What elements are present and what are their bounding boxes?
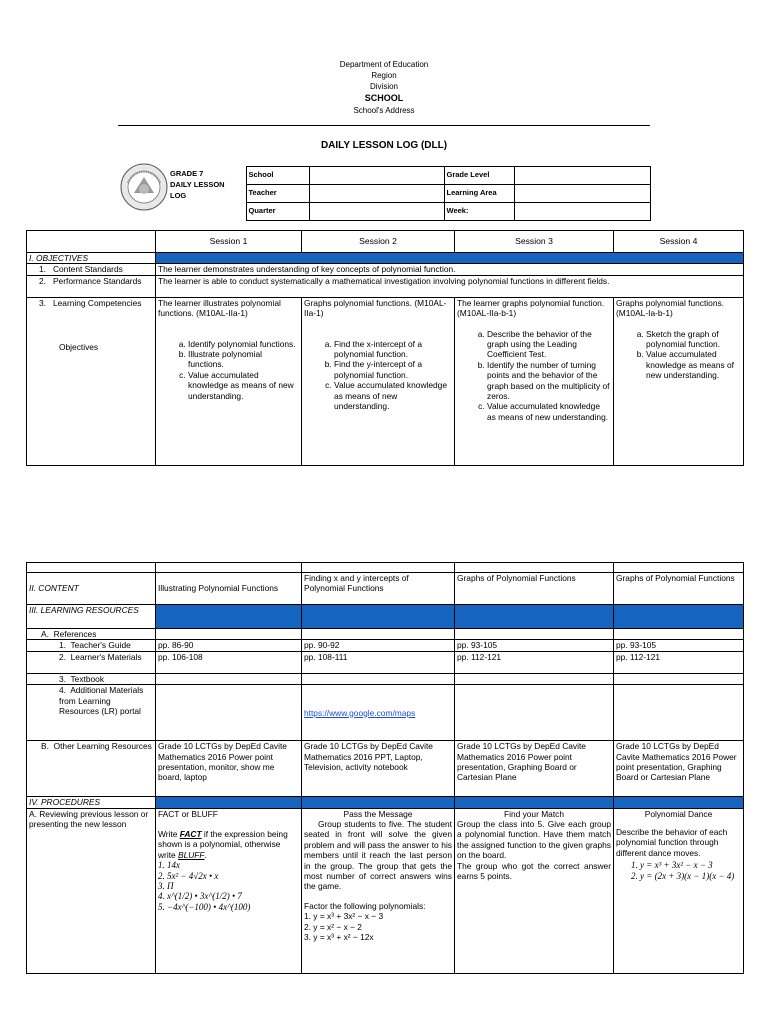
blue-band bbox=[302, 605, 455, 629]
performance-label: 2. Performance Standards bbox=[27, 275, 156, 297]
school-name: SCHOOL bbox=[364, 93, 404, 103]
content-standards-label: 1. Content Standards bbox=[27, 264, 156, 275]
content-s4: Graphs of Polynomial Functions bbox=[614, 573, 744, 605]
list-item: a. Describe the behavior of the graph using the Leading Coefficient Test. bbox=[487, 329, 611, 360]
lm-s2: pp. 108-111 bbox=[302, 651, 455, 673]
blue-band bbox=[302, 797, 455, 808]
objectives-heading: I. OBJECTIVES bbox=[27, 253, 156, 264]
content-s1: Illustrating Polynomial Functions bbox=[156, 573, 302, 605]
tg-s4: pp. 93-105 bbox=[614, 640, 744, 651]
learners-materials-label: 2. Learner's Materials bbox=[27, 651, 156, 673]
s2-competency: Graphs polynomial functions. (M10AL-IIa-1) a. Find the x-intercept of a polynomial function. b. Find the y-intercept of a polynomial function. c. Value accumulated knowledge as means of new understanding. bbox=[302, 297, 455, 465]
other-s2: Grade 10 LCTGs by DepEd Cavite Mathematics 2016 PPT, Laptop, Television, activity notebook bbox=[302, 741, 455, 797]
division: Division bbox=[369, 82, 398, 91]
learning-area-field[interactable] bbox=[514, 185, 650, 203]
performance-text: The learner is able to conduct systematically a mathematical investigation involving polynomial functions in different fields. bbox=[156, 275, 744, 297]
list-item: a. Identify polynomial functions. bbox=[188, 339, 299, 349]
list-item: b. Value accumulated knowledge as means of new understanding. bbox=[646, 349, 741, 380]
session-4-header: Session 4 bbox=[614, 231, 744, 253]
list-item: 1. 14x bbox=[158, 860, 180, 871]
tg-s2: pp. 90-92 bbox=[302, 640, 455, 651]
list-item: 1. y = x³ + 3x² − x − 3 bbox=[640, 860, 741, 870]
procedure-a-label: A. Reviewing previous lesson or presenting the new lesson bbox=[27, 808, 156, 973]
other-resources-label: B. Other Learning Resources bbox=[27, 741, 156, 797]
procedure-s4: Polynomial Dance Describe the behavior of each polynomial function through different dance moves. 1. y = x³ + 3x² − x − 3 2. y = (2x + 3)(x − 1)(x − 4) bbox=[614, 808, 744, 973]
content-heading: II. CONTENT bbox=[27, 573, 156, 605]
blue-band bbox=[156, 797, 302, 808]
other-s1: Grade 10 LCTGs by DepEd Cavite Mathematics 2016 Power point presentation, monitor, show me board, laptop bbox=[156, 741, 302, 797]
info-table bbox=[168, 166, 651, 221]
list-item: c. Value accumulated knowledge as means of new understanding. bbox=[188, 370, 299, 401]
school-label: School bbox=[246, 167, 309, 185]
other-s4: Grade 10 LCTGs by DepEd Cavite Mathematics 2016 Power point presentation, Graphing Board or Cartesian Plane bbox=[614, 741, 744, 797]
s1-competency: The learner illustrates polynomial functions. (M10AL-IIa-1) a. Identify polynomial functions. b. Illustrate polynomial functions. c. Value accumulated knowledge as means of new understanding. bbox=[156, 297, 302, 465]
list-item: a. Find the x-intercept of a polynomial function. bbox=[334, 339, 452, 360]
divider bbox=[118, 125, 650, 126]
procedures-heading: IV. PROCEDURES bbox=[27, 797, 156, 808]
list-item: 4. x^(1/2) • 3x^(1/2) • 7 bbox=[158, 891, 242, 902]
content-table bbox=[26, 562, 744, 974]
grade-level-label: Grade Level bbox=[444, 167, 514, 185]
list-item: 3. Π bbox=[158, 881, 174, 892]
quarter-label: Quarter bbox=[246, 203, 309, 221]
blue-band bbox=[156, 605, 302, 629]
list-item: 1. y = x³ + 3x² − x − 3 bbox=[304, 911, 384, 922]
list-item: b. Identify the number of turning points and the behavior of the graph based on the multiplicity of zeros. bbox=[487, 360, 611, 402]
lm-s3: pp. 112-121 bbox=[455, 651, 614, 673]
blue-band bbox=[614, 797, 744, 808]
blue-band bbox=[455, 605, 614, 629]
additional-materials-label: 4. Additional Materials from Learning Resources (LR) portal bbox=[27, 685, 156, 741]
list-item: 2. y = (2x + 3)(x − 1)(x − 4) bbox=[640, 871, 741, 881]
teacher-label: Teacher bbox=[246, 185, 309, 203]
session-2-header: Session 2 bbox=[302, 231, 455, 253]
spacer-cell bbox=[27, 563, 156, 573]
week-label: Week: bbox=[444, 203, 514, 221]
procedure-s2: Pass the Message Group students to five. The student seated in front will solve the given problem and will pass the answer to his members until it reach the last person in the group. The group that gets the most number of correct answers wins the game. Factor the following polynomials: 1. y = x³ + 3x² − x − 3 2. y = x² − x − 2 3. y = x³ + x² − 12x bbox=[302, 808, 455, 973]
school-address: School's Address bbox=[353, 106, 415, 115]
department-name: Department of Education bbox=[339, 60, 429, 69]
page-title: DAILY LESSON LOG (DLL) bbox=[320, 140, 448, 151]
week-field[interactable] bbox=[514, 203, 650, 221]
deped-seal-icon bbox=[120, 163, 168, 211]
resources-heading: III. LEARNING RESOURCES bbox=[27, 605, 156, 629]
region: Region bbox=[371, 71, 397, 80]
s3-competency: The learner graphs polynomial function. (M10AL-IIa-b-1) a. Describe the behavior of the graph using the Leading Coefficient Test. b. Identify the number of turning points and the behavior of the graph based on the multiplicity of zeros. c. Value accumulated knowledge as means of new understanding. bbox=[455, 297, 614, 465]
competencies-label: 3. Learning Competencies Objectives bbox=[27, 297, 156, 465]
session-1-header: Session 1 bbox=[156, 231, 302, 253]
list-item: c. Value accumulated knowledge as means of new understanding. bbox=[334, 380, 452, 411]
list-item: b. Find the y-intercept of a polynomial function. bbox=[334, 359, 452, 380]
other-s3: Grade 10 LCTGs by DepEd Cavite Mathematics 2016 Power point presentation, Graphing Board or Cartesian Plane bbox=[455, 741, 614, 797]
teacher-field[interactable] bbox=[309, 185, 444, 203]
tg-s1: pp. 86-90 bbox=[156, 640, 302, 651]
lm-s4: pp. 112-121 bbox=[614, 651, 744, 673]
lr-portal-link[interactable]: https://www.google.com/maps bbox=[304, 707, 416, 718]
content-s2: Finding x and y intercepts of Polynomial Functions bbox=[302, 573, 455, 605]
procedure-s1: FACT or BLUFF Write FACT if the expression being shown is a polynomial, otherwise write BLUFF. 1. 14x 2. 5x² − 4√2x • x 3. Π 4. x^(1/2) • 3x^(1/2) • 7 5. −4x^(−100) • 4x^(100) bbox=[156, 808, 302, 973]
blue-band bbox=[455, 797, 614, 808]
grade-label: GRADE 7 DAILY LESSON LOG bbox=[170, 168, 225, 200]
list-item: c. Value accumulated knowledge as means of new understanding. bbox=[487, 401, 611, 422]
session-3-header: Session 3 bbox=[455, 231, 614, 253]
list-item: a. Sketch the graph of polynomial function. bbox=[646, 329, 741, 350]
textbook-label: 3. Textbook bbox=[27, 673, 156, 684]
learning-area-label: Learning Area bbox=[444, 185, 514, 203]
list-item: 2. 5x² − 4√2x • x bbox=[158, 870, 219, 881]
list-item: b. Illustrate polynomial functions. bbox=[188, 349, 299, 370]
blue-band bbox=[614, 605, 744, 629]
s4-competency: Graphs polynomial functions. (M10AL-Ia-b-1) a. Sketch the graph of polynomial function. b. Value accumulated knowledge as means of new understanding. bbox=[614, 297, 744, 465]
procedure-s3: Find your Match Group the class into 5. Give each group a polynomial function. Have them match the assigned function to the given graphs on the board. The group who got the correct answer earns 5 points. bbox=[455, 808, 614, 973]
content-s3: Graphs of Polynomial Functions bbox=[455, 573, 614, 605]
school-field[interactable] bbox=[309, 167, 444, 185]
corner-cell bbox=[27, 231, 156, 253]
tg-s3: pp. 93-105 bbox=[455, 640, 614, 651]
lm-s1: pp. 106-108 bbox=[156, 651, 302, 673]
list-item: 3. y = x³ + x² − 12x bbox=[304, 932, 374, 943]
teachers-guide-label: 1. Teacher's Guide bbox=[27, 640, 156, 651]
grade-level-field[interactable] bbox=[514, 167, 650, 185]
list-item: 2. y = x² − x − 2 bbox=[304, 921, 362, 932]
content-standards-text: The learner demonstrates understanding of key concepts of polynomial function. bbox=[156, 264, 744, 275]
objectives-label: Objectives bbox=[59, 342, 99, 353]
blue-band bbox=[156, 253, 744, 264]
quarter-field[interactable] bbox=[309, 203, 444, 221]
list-item: 5. −4x^(−100) • 4x^(100) bbox=[158, 901, 251, 912]
references-label: A. References bbox=[27, 629, 156, 640]
objectives-table bbox=[26, 230, 744, 466]
